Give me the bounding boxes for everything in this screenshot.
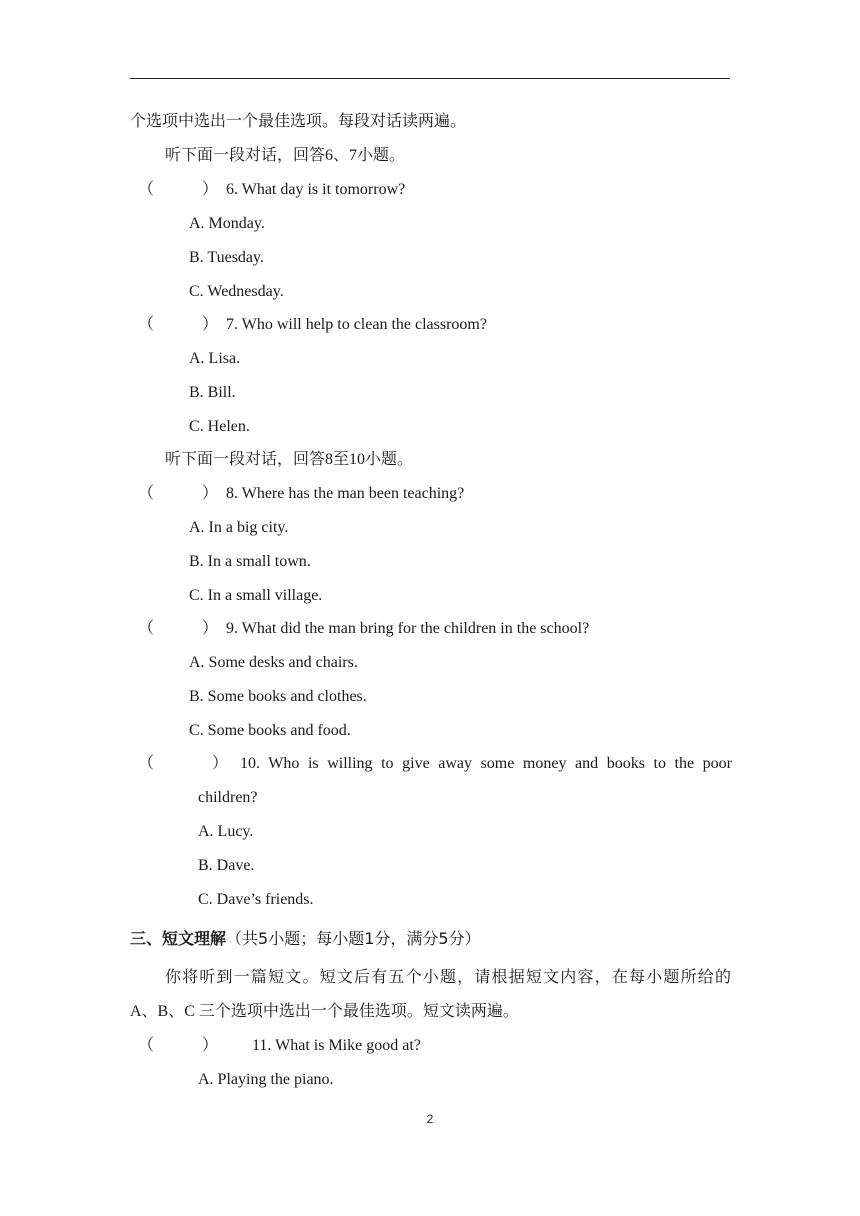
- answer-blank-open[interactable]: （: [138, 755, 155, 772]
- answer-blank-open[interactable]: （: [138, 1037, 155, 1054]
- option-c: C. Wednesday.: [189, 283, 284, 300]
- option-a: A. Playing the piano.: [198, 1071, 334, 1088]
- option-a: A. In a big city.: [189, 519, 289, 536]
- option-b: B. Some books and clothes.: [189, 688, 367, 705]
- answer-blank-open[interactable]: （: [138, 620, 155, 637]
- question-text: 10. Who is willing to give away some money and books to the poor: [240, 755, 732, 772]
- option-c: C. Helen.: [189, 418, 250, 435]
- option-a: A. Lucy.: [198, 823, 254, 840]
- question-text: 9. What did the man bring for the children in the school?: [226, 620, 590, 637]
- answer-blank-close: ）: [202, 1037, 219, 1054]
- section-instruction-line-1: 你将听到一篇短文。短文后有五个小题，请根据短文内容，在每小题所给的: [165, 969, 731, 986]
- section-title: 三、短文理解: [130, 929, 227, 948]
- answer-blank-open[interactable]: （: [138, 485, 155, 502]
- answer-blank-open[interactable]: （: [138, 316, 155, 333]
- section-instruction-line-2: A、B、C 三个选项中选出一个最佳选项。短文读两遍。: [130, 1003, 519, 1020]
- answer-blank-open[interactable]: （: [138, 181, 155, 198]
- option-b: B. Bill.: [189, 384, 236, 401]
- dialog-instruction-6-7: 听下面一段对话，回答6、7小题。: [165, 147, 406, 164]
- option-a: A. Lisa.: [189, 350, 241, 367]
- option-a: A. Some desks and chairs.: [189, 654, 358, 671]
- question-text-continued: children?: [198, 789, 258, 806]
- option-c: C. In a small village.: [189, 587, 323, 604]
- answer-blank-close: ）: [202, 620, 219, 637]
- answer-blank-close: ）: [202, 485, 219, 502]
- option-c: C. Dave’s friends.: [198, 891, 314, 908]
- question-text: 7. Who will help to clean the classroom?: [226, 316, 487, 333]
- section-score-note: （共5小题；每小题1分，满分5分）: [226, 929, 481, 948]
- question-text: 8. Where has the man been teaching?: [226, 485, 465, 502]
- page-number: 2: [426, 1112, 434, 1126]
- intro-continuation: 个选项中选出一个最佳选项。每段对话读两遍。: [130, 113, 467, 130]
- option-b: B. Tuesday.: [189, 249, 264, 266]
- option-b: B. Dave.: [198, 857, 255, 874]
- option-b: B. In a small town.: [189, 553, 311, 570]
- answer-blank-close: ）: [202, 316, 219, 333]
- dialog-instruction-8-10: 听下面一段对话，回答8至10小题。: [165, 451, 414, 468]
- answer-blank-close: ）: [212, 755, 229, 772]
- option-a: A. Monday.: [189, 215, 265, 232]
- question-text: 6. What day is it tomorrow?: [226, 181, 406, 198]
- answer-blank-close: ）: [202, 181, 219, 198]
- question-text: 11. What is Mike good at?: [252, 1037, 421, 1054]
- section-heading: [130, 929, 481, 949]
- header-rule: [130, 78, 730, 79]
- option-c: C. Some books and food.: [189, 722, 351, 739]
